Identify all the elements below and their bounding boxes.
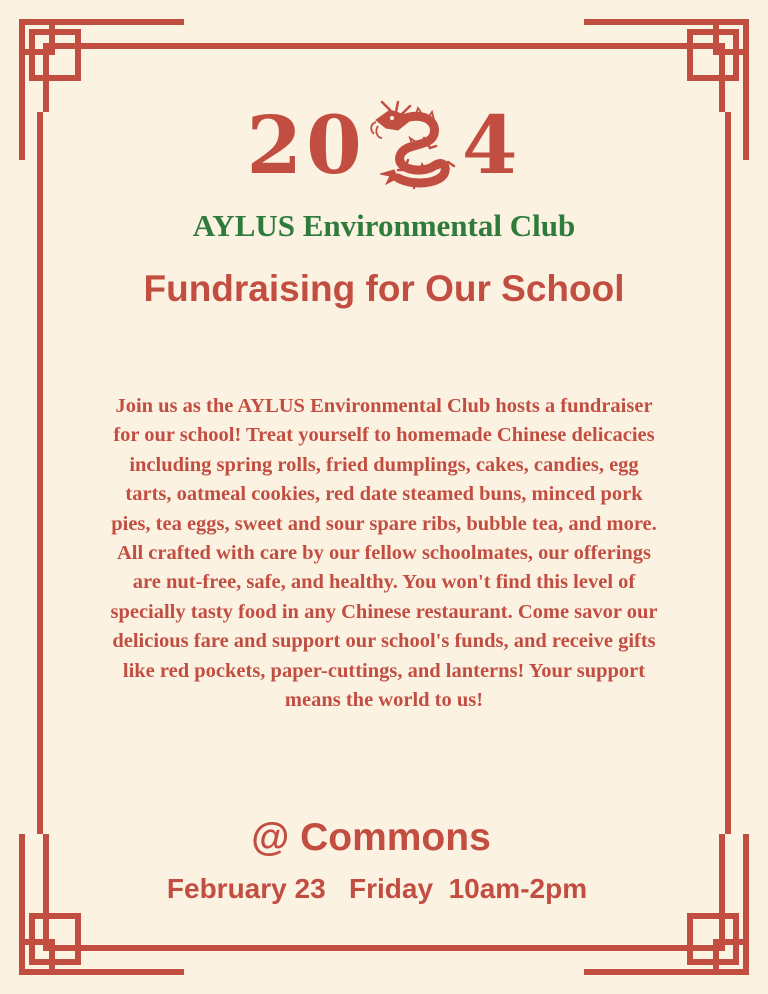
page-title: Fundraising for Our School xyxy=(143,268,625,309)
event-date-time: February 23 Friday 10am-2pm xyxy=(166,873,588,904)
year-suffix: 4 xyxy=(461,98,522,193)
event-description: Join us as the AYLUS Environmental Club hosts a fundraiser for our school! Treat yourself to homemade Chinese delicacies including spring rolls, fried dumplings, cakes, candies, egg tarts, oatmeal cookies, red date steamed buns, minced pork pies, tea eggs, sweet and sour spare ribs, bubble tea, and more. All crafted with care by our fellow schoolmates, our offerings are nut-free, safe, and healthy. You won't find this level of specially tasty food in any Chinese restaurant. Come savor our delicious fare and support our school's funds, and receive gifts like red pockets, paper-cuttings, and lanterns! Your support means the world to us! xyxy=(110,395,658,712)
year-prefix: 20 xyxy=(246,98,366,193)
dragon-icon xyxy=(368,100,460,190)
club-name: AYLUS Environmental Club xyxy=(192,208,576,243)
event-venue: @ Commons xyxy=(251,816,491,859)
year-heading xyxy=(0,88,768,193)
